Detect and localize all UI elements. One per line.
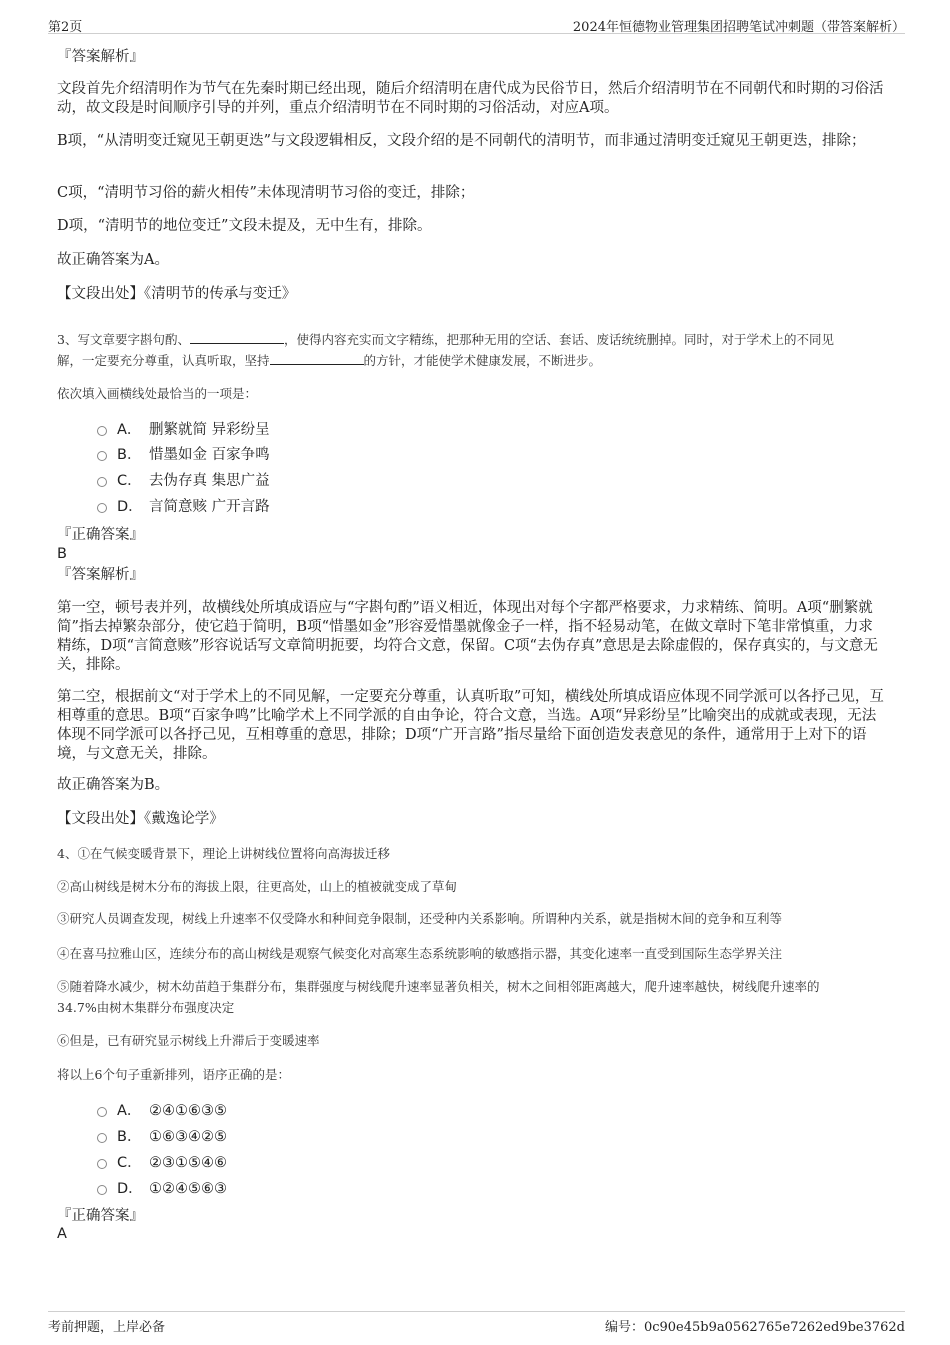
q4-answer: A <box>57 1226 67 1242</box>
radio-button[interactable] <box>97 477 107 487</box>
q3-source: 【文段出处】《戴逸论学》 <box>57 811 224 827</box>
q4-option-a[interactable] <box>97 1101 227 1121</box>
q3-instruction: 依次填入画横线处最恰当的一项是： <box>57 386 258 401</box>
q4-option-c[interactable] <box>97 1153 227 1173</box>
q3-answer-label: 『正确答案』 <box>57 527 144 543</box>
radio-button[interactable] <box>97 1185 107 1195</box>
q4-option-b[interactable] <box>97 1127 227 1147</box>
q2-analysis-p2: B项，“从清明变迁窥见王朝更迭”与文段逻辑相反，文段介绍的是不同朝代的清明节，而非通过清明变迁窥见王朝更迭，排除； <box>57 133 866 149</box>
q2-analysis-p1: 文段首先介绍清明作为节气在先秦时期已经出现，随后介绍清明在唐代成为民俗节日，然后介绍清明节在不同朝代和时期的习俗活动，故文段是时间顺序引导的并列，重点介绍清明节在不同时期的习俗活动，对应A项。 <box>57 81 884 116</box>
option-text: ②③①⑤④⑥ <box>149 1155 227 1171</box>
document-code: 编号：0c90e45b9a0562765e7262ed9be3762d <box>604 1320 905 1335</box>
option-key: A． <box>117 422 142 438</box>
q3-answer-statement: 故正确答案为B。 <box>57 777 170 793</box>
q3-stem-part-b: ，使得内容充实而文字精练，把那种无用的空话、套话、废话统统删掉。同时，对于学术上的不同见 <box>283 332 834 347</box>
page-footer <box>48 1311 905 1334</box>
q4-sentence-2: ②高山树线是树木分布的海拔上限，往更高处，山上的植被就变成了草甸 <box>57 879 458 894</box>
option-key: C． <box>117 1155 142 1171</box>
q3-answer: B <box>57 546 67 562</box>
footer-slogan: 考前押题，上岸必备 <box>48 1320 166 1335</box>
q4-sentence-3: ③研究人员调查发现，树线上升速率不仅受降水和种间竞争限制，还受种内关系影响。所谓种内关系，就是指树木间的竞争和互利等 <box>57 911 783 926</box>
q2-analysis-p3: C项，“清明节习俗的薪火相传”未体现清明节习俗的变迁，排除； <box>57 185 475 201</box>
option-text: 言简意赅 广开言路 <box>149 499 270 515</box>
radio-button[interactable] <box>97 1107 107 1117</box>
q3-analysis-label: 『答案解析』 <box>57 567 144 583</box>
q3-option-b[interactable] <box>97 445 270 465</box>
q4-option-d[interactable] <box>97 1179 227 1199</box>
q3-option-a[interactable] <box>97 420 270 440</box>
option-text: 惜墨如金 百家争鸣 <box>149 447 270 463</box>
q4-answer-label: 『正确答案』 <box>57 1208 144 1224</box>
q3-stem-part-a: 3、写文章要字斟句酌、 <box>57 332 190 347</box>
option-text: ①②④⑤⑥③ <box>149 1181 227 1197</box>
q4-sentence-5-line-2: 34.7%由树木集群分布强度决定 <box>57 1000 235 1015</box>
q4-sentence-4: ④在喜马拉雅山区，连续分布的高山树线是观察气候变化对高寒生态系统影响的敏感指示器，其变化速率一直受到国际生态学界关注 <box>57 946 783 961</box>
option-key: C． <box>117 473 142 489</box>
q3-stem <box>57 329 887 371</box>
option-text: ①⑥③④②⑤ <box>149 1129 227 1145</box>
radio-button[interactable] <box>97 503 107 513</box>
radio-button[interactable] <box>97 451 107 461</box>
q4-sentence-6: ⑥但是，已有研究显示树线上升滞后于变暖速率 <box>57 1033 320 1048</box>
q3-analysis-p2: 第二空，根据前文“对于学术上的不同见解，一定要充分尊重，认真听取”可知，横线处所填成语应体现不同学派可以各抒己见，互相尊重的意思。B项“百家争鸣”比喻学术上不同学派的自由争论，符合文意，当选。A项“异彩纷呈”比喻突出的成就或表现，无法体现不同学派可以各抒己见，互相尊重的意思，排除；D项“广开言路”指尽量给下面创造发表意见的条件，通常用于上对下的语境，与文意无关，排除。 <box>57 689 884 762</box>
option-text: ②④①⑥③⑤ <box>149 1103 227 1119</box>
q2-analysis-label: 『答案解析』 <box>57 49 144 65</box>
option-key: B． <box>117 447 142 463</box>
q2-analysis-p4: D项，“清明节的地位变迁”文段未提及，无中生有，排除。 <box>57 218 432 234</box>
q2-source: 【文段出处】《清明节的传承与变迁》 <box>57 286 297 302</box>
radio-button[interactable] <box>97 1159 107 1169</box>
q4-sentence-1: 4、①在气候变暖背景下，理论上讲树线位置将向高海拔迁移 <box>57 846 390 861</box>
page-header <box>48 13 905 34</box>
q2-answer-statement: 故正确答案为A。 <box>57 252 169 268</box>
option-key: D． <box>117 1181 143 1197</box>
q3-stem-part-c: 解，一定要充分尊重，认真听取，坚持 <box>57 353 270 368</box>
q4-sentence-5 <box>57 976 887 1018</box>
q3-blank-1 <box>190 329 284 344</box>
radio-button[interactable] <box>97 1133 107 1143</box>
option-text: 删繁就简 异彩纷呈 <box>149 422 270 438</box>
option-key: A． <box>117 1103 142 1119</box>
document-title: 2024年恒德物业管理集团招聘笔试冲刺题（带答案解析） <box>572 20 905 35</box>
option-key: B． <box>117 1129 142 1145</box>
option-text: 去伪存真 集思广益 <box>149 473 270 489</box>
q3-blank-2 <box>270 350 364 365</box>
option-key: D． <box>117 499 143 515</box>
page-number: 第2页 <box>48 20 83 35</box>
radio-button[interactable] <box>97 426 107 436</box>
q4-instruction: 将以上6个句子重新排列，语序正确的是： <box>57 1067 290 1082</box>
q3-option-c[interactable] <box>97 471 270 491</box>
q4-sentence-5-line-1: ⑤随着降水减少，树木幼苗趋于集群分布，集群强度与树线爬升速率显著负相关，树木之间相邻距离越大，爬升速率越快，树线爬升速率的 <box>57 979 820 994</box>
q3-option-d[interactable] <box>97 497 270 517</box>
q3-stem-part-d: 的方针，才能使学术健康发展，不断进步。 <box>363 353 602 368</box>
q3-analysis-p1: 第一空，顿号表并列，故横线处所填成语应与“字斟句酌”语义相近，体现出对每个字都严格要求，力求精练、简明。A项“删繁就简”指去掉繁杂部分，使它趋于简明，B项“惜墨如金”形容爱惜墨就像金子一样，指不轻易动笔，在做文章时下笔非常慎重，力求精练，D项“言简意赅”形容说话写文章简明扼要，均符合文意，保留。C项“去伪存真”意思是去除虚假的，保存真实的，与文意无关，排除。 <box>57 600 878 673</box>
